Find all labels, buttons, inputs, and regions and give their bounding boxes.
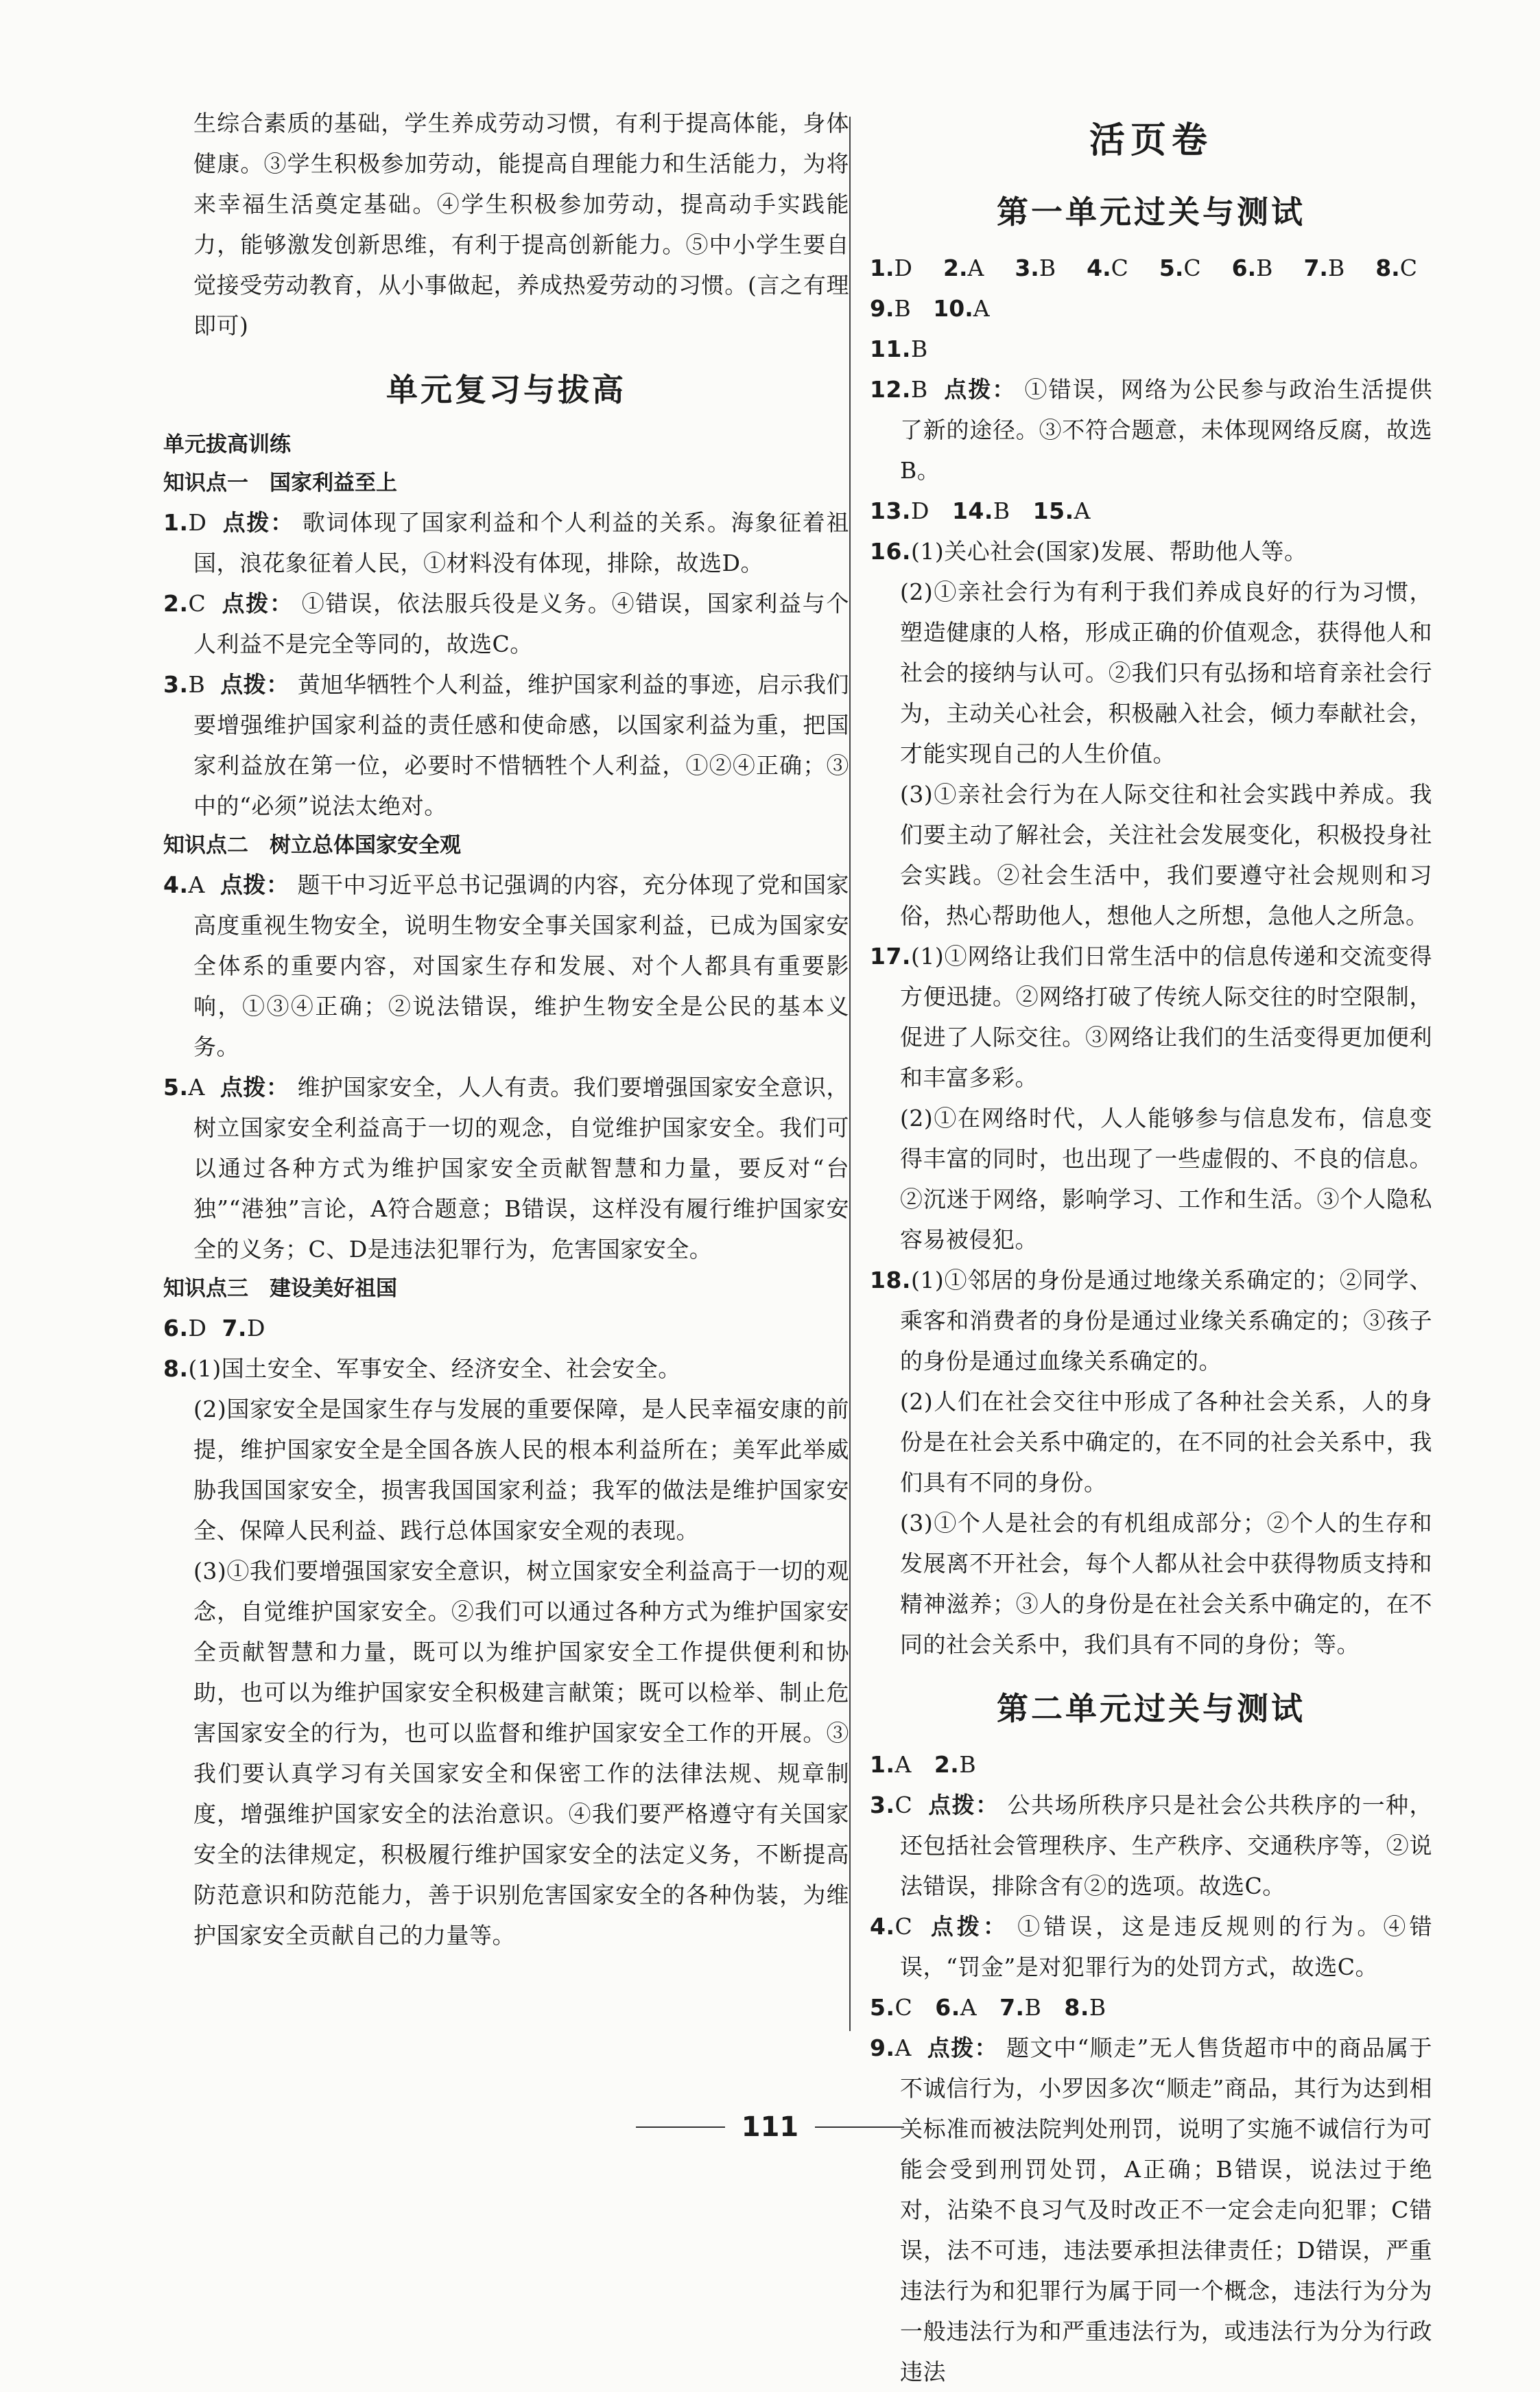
answer-item: 3.C 点拨： 公共场所秩序只是社会公共秩序的一种，还包括社会管理秩序、生产秩序、交通秩序等，②说法错误，排除含有②的选项。故选C。 [870, 1792, 1433, 1899]
answer-item: 18.(1)①邻居的身份是通过地缘关系确定的；②同学、乘客和消费者的身份是通过业缘关系确定的；③孩子的身份是通过血缘关系确定的。 [870, 1267, 1432, 1374]
answer-subpart: (3)①亲社会行为在人际交往和社会实践中养成。我们要主动了解社会，关注社会发展变化，积极投身社会实践。②社会生活中，我们要遵守社会规则和习俗，热心帮助他人，想他人之所想，急他人之所急。 [900, 781, 1432, 929]
footer-rule-left [636, 2126, 725, 2128]
answer-item: 3.B 点拨： 黄旭华牺牲个人利益，维护国家利益的事迹，启示我们要增强维护国家利益的责任感和使命感，以国家利益为重，把国家利益放在第一位，必要时不惜牺牲个人利益，①②④正确；③中的“必须”说法太绝对。 [163, 671, 850, 819]
answer-row: 11.B [870, 336, 928, 362]
main-title: 活页卷 [1089, 120, 1213, 161]
answer-row: 6.D 7.D [163, 1315, 265, 1341]
answer-item: 9.A 点拨： 题文中“顺走”无人售货超市中的商品属于不诚信行为，小罗因多次“顺走”商品，其行为达到相关标准而被法院判处刑罚，说明了实施不诚信行为可能会受到刑罚处罚，A正确；B错误，说法过于绝对，沾染不良习气及时改正不一定会走向犯罪；C错误，法不可违，违法要承担法律责任；D错误，严重违法行为和犯罪行为属于同一个概念，违法行为分为一般违法行为和严重违法行为，或违法行为分为行政违法 [870, 2035, 1432, 2385]
answer-item: 5.A 点拨： 维护国家安全，人人有责。我们要增强国家安全意识，树立国家安全利益高于一切的观念，自觉维护国家安全。我们可以通过各种方式为维护国家安全贡献智慧和力量，要反对“台独”“港独”言论，A符合题意；B错误，这样没有履行维护国家安全的义务；C、D是违法犯罪行为，危害国家安全。 [163, 1074, 850, 1263]
answer-item: 2.C 点拨： ①错误，依法服兵役是义务。④错误，国家利益与个人利益不是完全等同的，故选C。 [163, 590, 850, 657]
answer-item: 4.A 点拨： 题干中习近平总书记强调的内容，充分体现了党和国家高度重视生物安全，说明生物安全事关国家利益，已成为国家安全体系的重要内容，对国家生存和发展、对个人都具有重要影响，①③④正确；②说法错误，维护生物安全是公民的基本义务。 [163, 871, 850, 1060]
answer-subpart: (2)①亲社会行为有利于我们养成良好的行为习惯，塑造健康的人格，形成正确的价值观念，获得他人和社会的接纳与认可。②我们只有弘扬和培育亲社会行为，主动关心社会，积极融入社会，倾力奉献社会，才能实现自己的人生价值。 [900, 578, 1432, 767]
answer-subpart: (2)人们在社会交往中形成了各种社会关系，人的身份是在社会关系中确定的，在不同的社会关系中，我们具有不同的身份。 [900, 1388, 1432, 1496]
answer-item: 16.(1)关心社会(国家)发展、帮助他人等。 [870, 538, 1307, 565]
section-title: 单元复习与拔高 [386, 371, 626, 408]
answer-item: 12.B 点拨： ①错误，网络为公民参与政治生活提供了新的途径。③不符合题意，未体现网络反腐，故选B。 [870, 376, 1433, 484]
answer-item: 1.D 点拨： 歌词体现了国家利益和个人利益的关系。海象征着祖国，浪花象征着人民，①材料没有体现，排除，故选D。 [163, 509, 850, 576]
answer-row: 1.A 2.B [870, 1751, 977, 1778]
intro-paragraph: 生综合素质的基础，学生养成劳动习惯，有利于提高体能，身体健康。③学生积极参加劳动，能提高自理能力和生活能力，为将来幸福生活奠定基础。④学生积极参加劳动，提高动手实践能力，能够激发创新思维，有利于提高创新能力。⑤中小学生要自觉接受劳动教育，从小事做起，养成热爱劳动的习惯。(言之有理即可) [193, 110, 849, 339]
knowledge-point-1: 知识点一 国家利益至上 [163, 471, 397, 495]
answer-subpart: (2)①在网络时代，人人能够参与信息发布，信息变得丰富的同时，也出现了一些虚假的、不良的信息。②沉迷于网络，影响学习、工作和生活。③个人隐私容易被侵犯。 [900, 1105, 1432, 1253]
answer-row: 13.D 14.B 15.A [870, 497, 1091, 524]
footer-rule-right [815, 2126, 904, 2128]
answer-row: 5.C 6.A 7.B 8.B [870, 1994, 1106, 2021]
right-column [849, 103, 1432, 2392]
answer-subpart: (3)①个人是社会的有机组成部分；②个人的生存和发展离不开社会，每个人都从社会中获得物质支持和精神滋养；③人的身份是在社会关系中确定的，在不同的社会关系中，我们具有不同的身份；等。 [900, 1510, 1432, 1658]
knowledge-point-2: 知识点二 树立总体国家安全观 [163, 833, 461, 858]
answer-subpart: (3)①我们要增强国家安全意识，树立国家安全利益高于一切的观念，自觉维护国家安全。②我们可以通过各种方式为维护国家安全贡献智慧和力量，既可以为维护国家安全工作提供便利和协助，也可以为维护国家安全积极建言献策；既可以检举、制止危害国家安全的行为，也可以监督和维护国家安全工作的开展。③我们要认真学习有关国家安全和保密工作的法律法规、规章制度，增强维护国家安全的法治意识。④我们要严格遵守有关国家安全的法律规定，积极履行维护国家安全的法定义务，不断提高防范意识和防范能力，善于识别危害国家安全的各种伪装，为维护国家安全贡献自己的力量等。 [193, 1558, 849, 1949]
answer-item: 17.(1)①网络让我们日常生活中的信息传递和交流变得方便迅捷。②网络打破了传统人际交往的时空限制，促进了人际交往。③网络让我们的生活变得更加便利和丰富多彩。 [870, 943, 1432, 1091]
page-number: 111 [741, 2111, 799, 2143]
training-title: 单元拔高训练 [163, 432, 291, 457]
unit2-title: 第二单元过关与测试 [997, 1690, 1305, 1727]
page-number-footer [0, 2110, 1540, 2143]
answer-item: 8.(1)国土安全、军事安全、经济安全、社会安全。 [163, 1355, 681, 1382]
knowledge-point-3: 知识点三 建设美好祖国 [163, 1276, 397, 1301]
answer-row: 1.D 2.A 3.B 4.C 5.C 6.B 7.B 8.C 9.B 10.A [870, 255, 1417, 322]
unit1-title: 第一单元过关与测试 [997, 194, 1305, 231]
left-column [163, 103, 849, 1956]
answer-subpart: (2)国家安全是国家生存与发展的重要保障，是人民幸福安康的前提，维护国家安全是全国各族人民的根本利益所在；美军此举威胁我国国家安全，损害我国国家利益；我军的做法是维护国家安全、保障人民利益、践行总体国家安全观的表现。 [193, 1396, 849, 1544]
answer-item: 4.C 点拨： ①错误，这是违反规则的行为。④错误，“罚金”是对犯罪行为的处罚方式，故选C。 [870, 1913, 1433, 1980]
